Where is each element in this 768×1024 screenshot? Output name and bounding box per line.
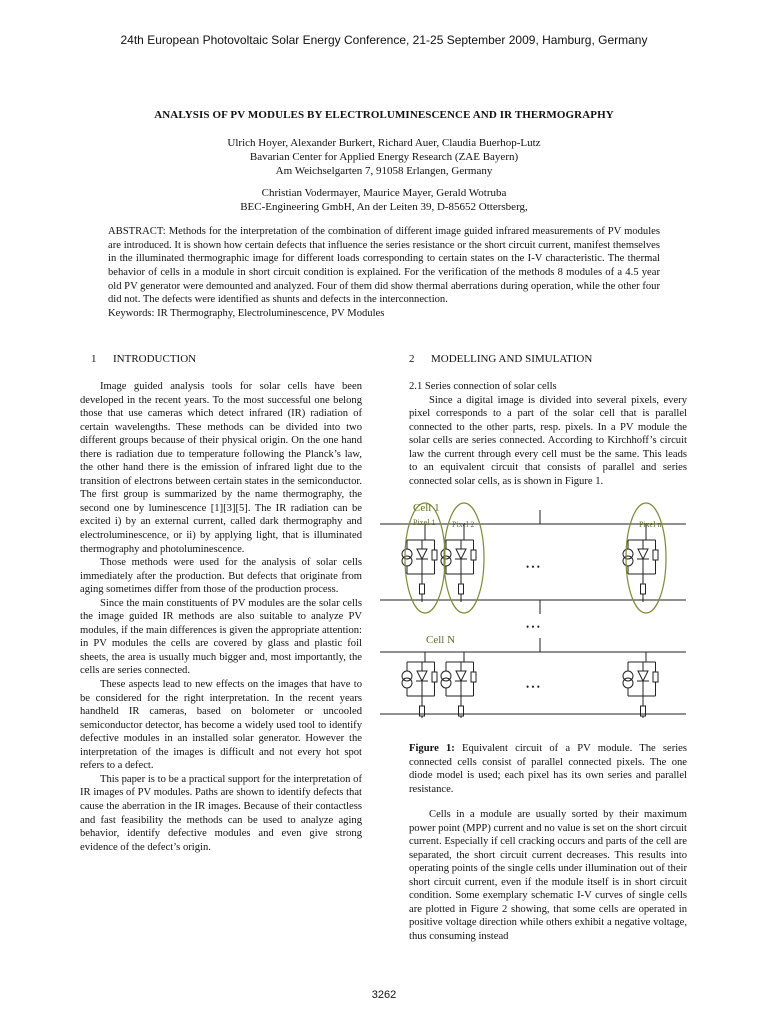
address-1: Am Weichselgarten 7, 91058 Erlangen, Germany xyxy=(275,165,493,177)
cell-1-label: Cell 1 xyxy=(413,502,440,514)
intro-paragraph-2: Those methods were used for the analysis of solar cells immediately after the production. But defects that originate from aging sometimes differ from those of the production process. xyxy=(80,557,362,596)
institution-2: BEC-Engineering GmbH, An der Leiten 39, D-85652 Ottersberg, xyxy=(240,201,528,213)
figure-1-caption xyxy=(409,742,687,796)
caption-label: Figure 1: xyxy=(409,743,455,754)
author-names-1: Ulrich Hoyer, Alexander Burkert, Richard Auer, Claudia Buerhop-Lutz xyxy=(227,137,541,149)
ellipsis-dots-2: • • • xyxy=(526,682,540,692)
ellipsis-dots-vertical: • • • xyxy=(526,622,540,632)
author-group-1 xyxy=(100,136,668,178)
section-2-paragraph-2: Cells in a module are usually sorted by their maximum power point (MPP) current and no value is set on the short circuit current. Especially if cell cracking occurs and parts of the cell are separated, the short circuit current decreases. This results into operating points of the single cells under illumination out of their short circuit current, even if the module itself is in short circuit condition. Some exemplary schematic I-V curves of single cells are plotted in Figure 2 showing, that some cells are operated in positive voltage direction while others exhibit a negative voltage, thus consuming instead xyxy=(409,809,687,942)
author-names-2: Christian Vodermayer, Maurice Mayer, Gerald Wotruba xyxy=(261,187,507,199)
introduction-body xyxy=(80,380,362,854)
figure-1-circuit xyxy=(380,496,686,718)
intro-paragraph-5: This paper is to be a practical support for the interpretation of IR images of PV modules. Paths are shown to identify defects that cause the aberration in the IR images. Because of their contactless and fast feasibility the methods can be used to analyze aging behavior, identify defective modules and even give strong evidence of the defect’s origin. xyxy=(80,773,362,853)
keywords: Keywords: IR Thermography, Electroluminescence, PV Modules xyxy=(108,307,385,319)
abstract-text: ABSTRACT: Methods for the interpretation of the combination of different image guided infrared measurements of PV modules are introduced. It is shown how certain defects that influence the series resistance or the short circuit current, manifest themselves in the illuminated thermographic image for different loads corresponding to certain states on the I-V characteristic. The thermal behavior of cells in a module in short circuit condition is explained. For the verification of the methods 8 modules of a 4.5 year old PV generator were demounted and analyzed. Four of them did show thermal aberrations during operation, while the other four did not. The defects were identified as shunts and defects in the interconnection. xyxy=(108,226,660,306)
intro-paragraph-4: These aspects lead to new effects on the images that have to be considered for the right interpretation. In the recent years handheld IR cameras, based on bolometer or uncooled semiconductor detector, has become a widely used tool to identify defective modules in an installed solar generator. However the interpretation of the images is difficult and not every hot spot refers to a defect. xyxy=(80,679,362,772)
ellipsis-dots-1: • • • xyxy=(526,562,540,572)
section-2-body-bottom xyxy=(409,808,687,943)
section-1-heading: 1 INTRODUCTION xyxy=(91,353,197,365)
section-2-paragraph-1: Since a digital image is divided into several pixels, every pixel corresponds to a part of the solar cell that is parallel connected to the other parts, resp. pixels. In a PV module the solar cells are series connected. According to Kirchhoff’s circuit law the current through every cell must be the same. This leads to an equivalent circuit that consists of parallel and series connected solar cells, as is shown in Figure 1. xyxy=(409,394,687,487)
caption-text: Equivalent circuit of a PV module. The series connected cells consist of parallel connected pixels. The one diode model is used; each pixel has its own series and parallel resistance. xyxy=(409,743,688,795)
subsection-2-1-heading: 2.1 Series connection of solar cells xyxy=(409,381,557,392)
cell-n-label: Cell N xyxy=(426,634,456,646)
pixel-1-label: Pixel 1 xyxy=(413,518,436,527)
section-2-heading: 2 MODELLING AND SIMULATION xyxy=(409,353,593,365)
author-group-2 xyxy=(100,186,668,214)
pixel-2-label: Pixel 2 xyxy=(452,520,475,529)
intro-paragraph-1: Image guided analysis tools for solar cells have been developed in the recent years. To the most successful one belong those that use cameras which detect infrared (IR) radiation of certain wavelengths. These methods can be divided into two different groups because of their physical origin. On the one hand there is radiation due to temperature following the Planck’s law, the other hand there is the emission of infrared light due to the transition of electrons between certain states in the semiconductor. The first group is summarized by the name thermography, the second one by luminescence [1][3][5]. The IR radiation can be excited i) by an external current, called dark thermography and electroluminescence, or ii) by applying light, that is illuminated thermography and photoluminescence. xyxy=(80,381,362,555)
page-number: 3262 xyxy=(371,989,397,1001)
abstract-block xyxy=(108,225,660,321)
conference-header: 24th European Photovoltaic Solar Energy Conference, 21-25 September 2009, Hamburg, Germany xyxy=(120,33,648,47)
intro-paragraph-3: Since the main constituents of PV modules are the solar cells the image guided IR methods are also suitable to analyze PV modules, if the main differences is given the appropriate attention: in PV modules the cells are covered by glass and plastic foil sheets, the area is usually much bigger and, most importantly, the cells are series connected. xyxy=(80,597,362,677)
paper-title: ANALYSIS OF PV MODULES BY ELECTROLUMINESCENCE AND IR THERMOGRAPHY xyxy=(154,109,614,121)
institution-1: Bavarian Center for Applied Energy Research (ZAE Bayern) xyxy=(249,151,519,163)
pixel-n-label: Pixel n xyxy=(639,520,662,529)
section-2-body-top xyxy=(409,380,687,488)
